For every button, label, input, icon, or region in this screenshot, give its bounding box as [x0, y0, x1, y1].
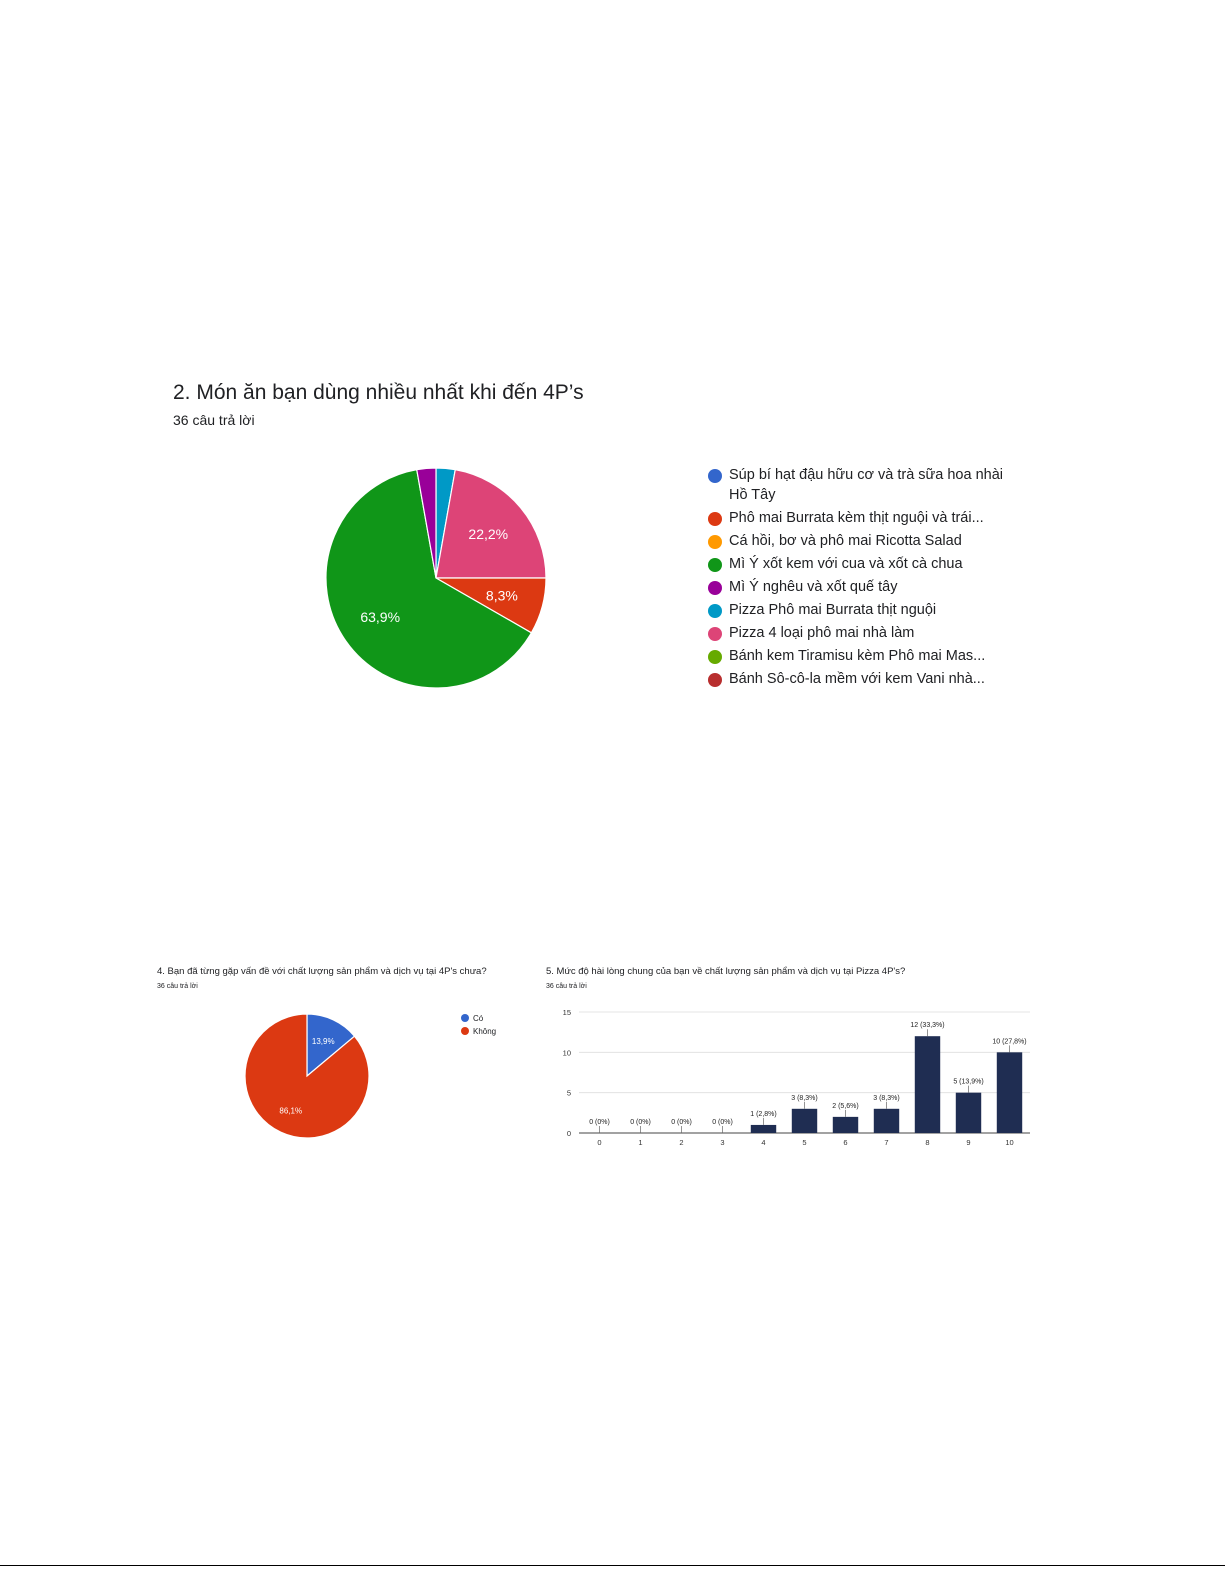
q4-legend-label: Có: [473, 1013, 484, 1023]
q2-legend-swatch: [708, 535, 722, 549]
q5-y-tick-label: 0: [566, 1129, 571, 1138]
q2-legend-swatch: [708, 604, 722, 618]
q2-legend-item: [708, 555, 1008, 575]
q2-legend-label: Phô mai Burrata kèm thịt nguội và trái...: [729, 509, 984, 526]
q2-legend: [708, 466, 1008, 693]
q4-slice-data-label: 13,9%: [311, 1036, 335, 1046]
q5-bar-data-label: 10 (27,8%): [992, 1038, 1027, 1046]
q5-bar-7: [874, 1109, 899, 1133]
q2-legend-label: Bánh Sô-cô-la mềm với kem Vani nhà...: [729, 671, 985, 688]
q4-response-count: 36 câu trả lời: [157, 983, 198, 990]
q4-slice-data-label: 86,1%: [279, 1106, 303, 1116]
q2-chart-title: 2. Món ăn bạn dùng nhiều nhất khi đến 4P’s: [173, 381, 584, 404]
q5-bar-8: [915, 1036, 940, 1133]
q5-response-count: 36 câu trả lời: [546, 983, 587, 990]
q2-legend-label: Cá hồi, bơ và phô mai Ricotta Salad: [729, 532, 962, 549]
q5-bar-4: [751, 1125, 776, 1133]
q5-bar-5: [792, 1109, 817, 1133]
q2-legend-label: Mì Ý xốt kem với cua và xốt cà chua: [729, 555, 963, 572]
q2-legend-label: Pizza Phô mai Burrata thịt nguội: [729, 601, 937, 618]
q5-bar-data-label: 12 (33,3%): [910, 1022, 945, 1030]
q5-bar-6: [833, 1117, 858, 1133]
q4-legend: [461, 1012, 496, 1038]
q4-legend-swatch: [461, 1027, 469, 1035]
q4-legend-item: [461, 1012, 496, 1024]
q2-legend-item: [708, 466, 1008, 505]
q4-legend-label: Không: [473, 1026, 497, 1036]
q2-legend-item: [708, 624, 1008, 644]
q2-response-count: 36 câu trả lời: [173, 412, 255, 428]
q5-bar-data-label: 5 (13,9%): [953, 1078, 984, 1086]
q2-legend-label: Bánh kem Tiramisu kèm Phô mai Mas...: [729, 648, 986, 665]
q5-y-tick-label: 10: [562, 1048, 571, 1058]
q5-y-tick-label: 15: [562, 1008, 571, 1017]
q5-bar-data-label: 2 (5,6%): [832, 1102, 859, 1110]
q5-x-tick-label: 9: [966, 1138, 971, 1147]
q5-bar-data-label: 0 (0%): [712, 1119, 733, 1126]
q5-x-tick-label: 1: [638, 1138, 643, 1147]
q5-x-tick-label: 8: [925, 1138, 930, 1147]
q2-legend-label: Pizza 4 loại phô mai nhà làm: [729, 625, 915, 642]
q2-slice-data-label: 63,9%: [360, 609, 401, 626]
q5-bar-data-label: 0 (0%): [630, 1119, 651, 1126]
q5-bar-data-label: 0 (0%): [589, 1119, 610, 1126]
q5-chart-title: 5. Mức độ hài lòng chung của bạn về chất lượng sản phẩm và dịch vụ tại Pizza 4P's?: [546, 966, 906, 977]
q2-legend-item: [708, 532, 1008, 552]
q5-x-tick-label: 4: [761, 1138, 766, 1147]
q2-legend-item: [708, 578, 1008, 598]
q2-legend-swatch: [708, 512, 722, 526]
q2-legend-swatch: [708, 581, 722, 595]
q5-bar-10: [997, 1052, 1022, 1133]
q4-pie-chart: [238, 1007, 378, 1147]
q2-legend-item: [708, 647, 1008, 667]
q2-legend-swatch: [708, 558, 722, 572]
q5-y-tick-label: 5: [566, 1088, 571, 1098]
q5-x-tick-label: 6: [843, 1138, 848, 1147]
q2-legend-item: [708, 670, 1008, 690]
q2-slice-data-label: 8,3%: [485, 587, 518, 604]
q5-x-tick-label: 0: [597, 1138, 602, 1147]
q2-slice-data-label: 22,2%: [468, 526, 509, 543]
q5-bar-data-label: 3 (8,3%): [791, 1094, 818, 1102]
q5-bar-chart: [546, 1000, 1036, 1155]
q5-bar-9: [956, 1093, 981, 1133]
q5-x-tick-label: 2: [679, 1138, 684, 1147]
q4-chart-title: 4. Bạn đã từng gặp vấn đề với chất lượng sản phẩm và dịch vụ tại 4P's chưa?: [157, 966, 487, 977]
q5-bar-data-label: 3 (8,3%): [873, 1094, 900, 1102]
q2-legend-swatch: [708, 627, 722, 641]
q2-legend-swatch: [708, 650, 722, 664]
q2-legend-label: Mì Ý nghêu và xốt quế tây: [729, 578, 898, 595]
q2-legend-item: [708, 601, 1008, 621]
q4-legend-swatch: [461, 1014, 469, 1022]
q2-legend-label: Súp bí hạt đậu hữu cơ và trà sữa hoa nhài Hồ Tây: [729, 467, 1003, 503]
q5-x-tick-label: 7: [884, 1138, 889, 1147]
q5-bar-data-label: 0 (0%): [671, 1119, 692, 1126]
q5-bar-data-label: 1 (2,8%): [750, 1110, 777, 1118]
q2-legend-swatch: [708, 673, 722, 687]
q2-slice-pizza-4-loai-pho-mai-nha-lam: [436, 470, 546, 578]
q5-x-tick-label: 10: [1005, 1138, 1014, 1147]
q5-x-tick-label: 5: [802, 1138, 807, 1147]
q5-x-tick-label: 3: [720, 1138, 725, 1147]
q4-legend-item: [461, 1025, 496, 1037]
q2-pie-chart: [316, 458, 556, 698]
q2-legend-swatch: [708, 469, 722, 483]
page-bottom-rule: [0, 1565, 1225, 1566]
q2-legend-item: [708, 509, 1008, 529]
